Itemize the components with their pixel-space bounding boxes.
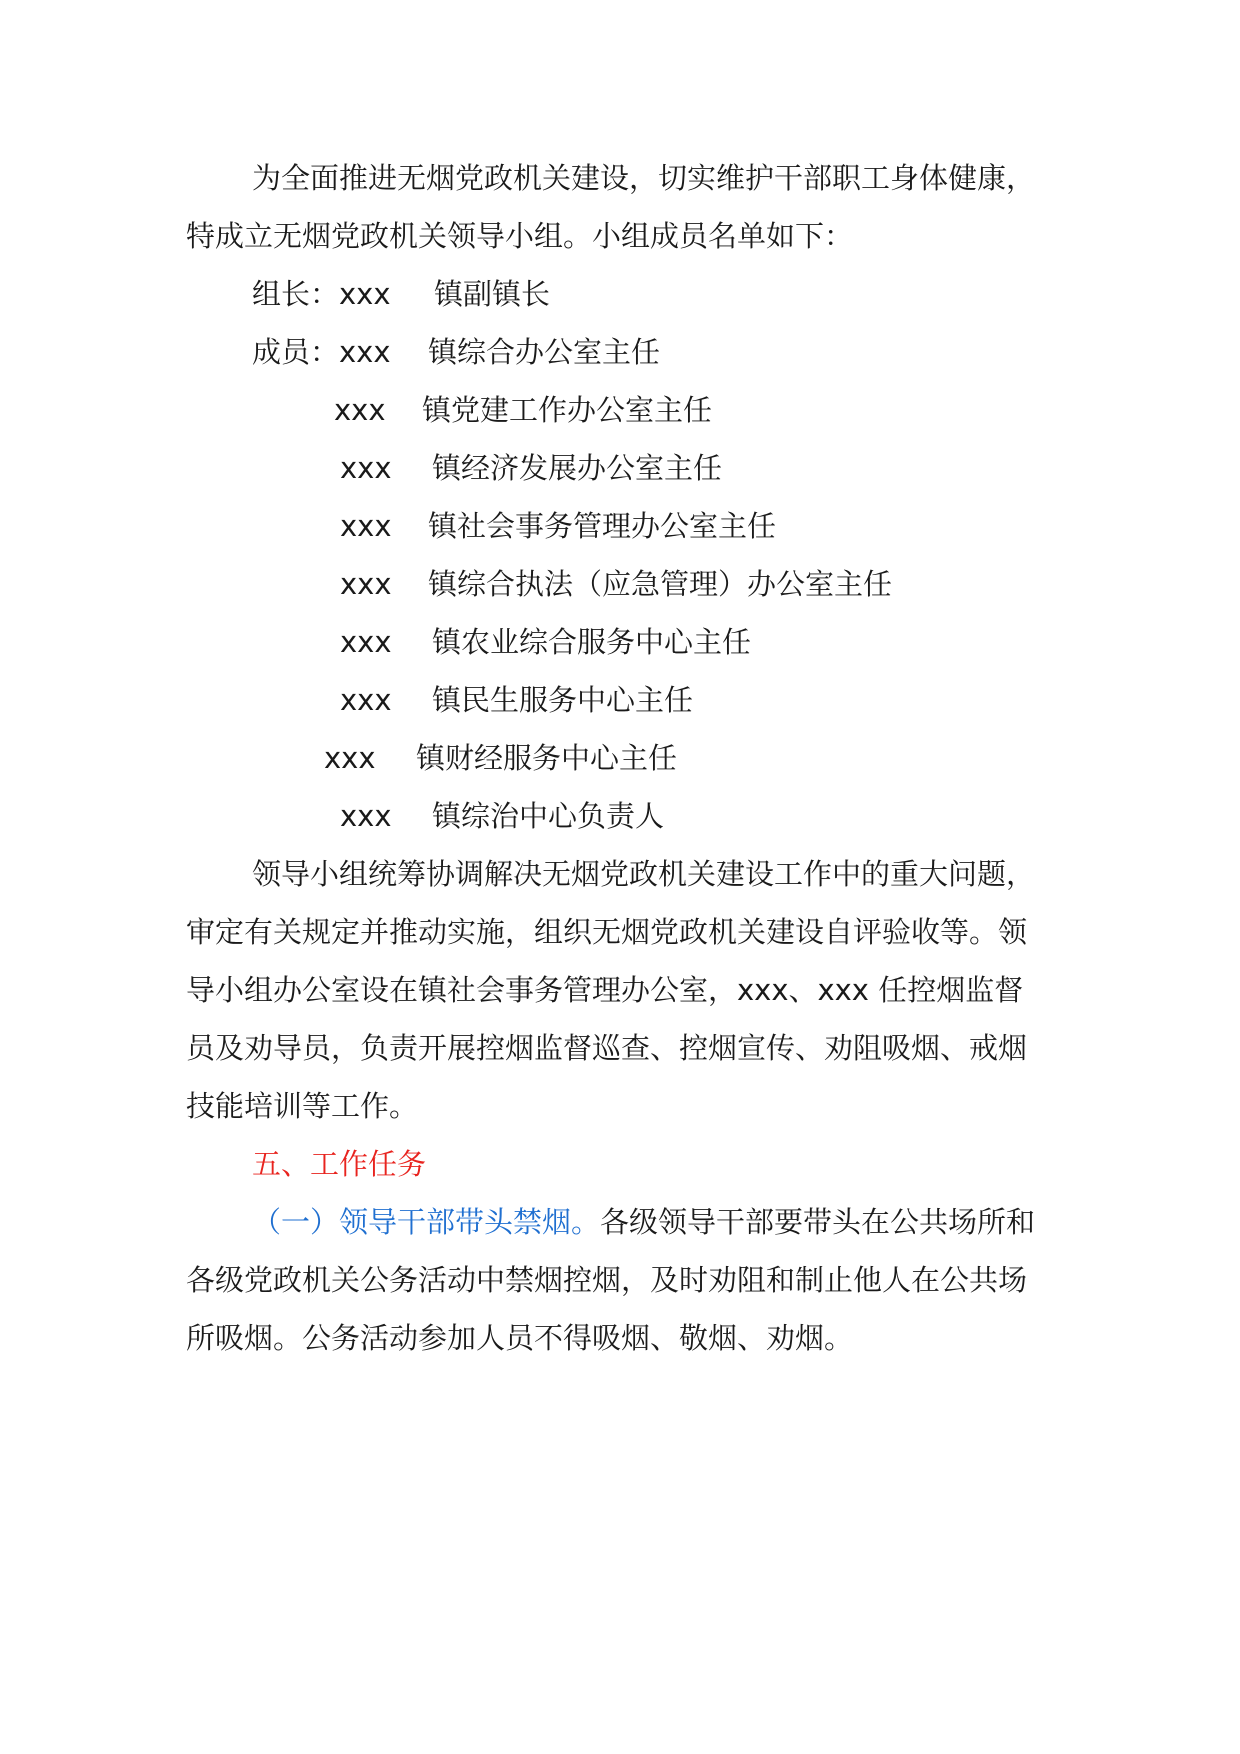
member-name: xxx [340,509,392,543]
member-row [252,332,661,372]
member-name: xxx [339,335,391,369]
member-row [340,564,893,604]
member-name: xxx [334,393,386,427]
member-row [340,448,723,488]
member-role: 镇财经服务中心主任 [416,741,678,775]
section-item-1-title: （一）领导干部带头禁烟。 [252,1205,601,1239]
member-row [340,506,777,546]
member-name: xxx [340,625,392,659]
intro-line-1: 为全面推进无烟党政机关建设，切实维护干部职工身体健康， [252,161,1036,195]
member-role: 镇综合办公室主任 [428,335,661,369]
member-role: 镇社会事务管理办公室主任 [428,509,777,543]
member-name: xxx [340,683,392,717]
duties-line-5: 技能培训等工作。 [186,1089,419,1123]
leader-row [252,274,551,314]
member-role: 镇民生服务中心主任 [432,683,694,717]
section-item-1-line-1 [252,1202,1035,1242]
member-role: 镇农业综合服务中心主任 [432,625,752,659]
member-role: 镇综合执法（应急管理）办公室主任 [428,567,893,601]
duties-line-4: 员及劝导员，负责开展控烟监督巡查、控烟宣传、劝阻吸烟、戒烟 [186,1031,1028,1065]
member-row [324,738,678,778]
member-name: xxx [340,567,392,601]
duties-line-2: 审定有关规定并推动实施，组织无烟党政机关建设自评验收等。领 [186,915,1028,949]
leader-name: xxx [339,277,391,311]
member-name: xxx [340,451,392,485]
duties-line-3: 导小组办公室设在镇社会事务管理办公室，xxx、xxx 任控烟监督 [186,973,1024,1007]
section-item-1-text: 各级领导干部要带头在公共场所和 [600,1205,1036,1239]
intro-line-2: 特成立无烟党政机关领导小组。小组成员名单如下： [186,219,854,253]
member-row [334,390,713,430]
members-label: 成员： [252,335,340,369]
section-item-1-line-3: 所吸烟。公务活动参加人员不得吸烟、敬烟、劝烟。 [186,1321,854,1355]
member-row [340,622,752,662]
member-row [340,796,665,836]
member-role: 镇经济发展办公室主任 [432,451,723,485]
leader-label: 组长： [252,277,340,311]
section-heading: 五、工作任务 [252,1147,427,1181]
member-role: 镇党建工作办公室主任 [422,393,713,427]
duties-line-1: 领导小组统筹协调解决无烟党政机关建设工作中的重大问题， [252,857,1036,891]
leader-role: 镇副镇长 [434,277,551,311]
member-row [340,680,694,720]
member-name: xxx [340,799,392,833]
member-role: 镇综治中心负责人 [432,799,665,833]
section-item-1-line-2: 各级党政机关公务活动中禁烟控烟，及时劝阻和制止他人在公共场 [186,1263,1028,1297]
member-name: xxx [324,741,376,775]
